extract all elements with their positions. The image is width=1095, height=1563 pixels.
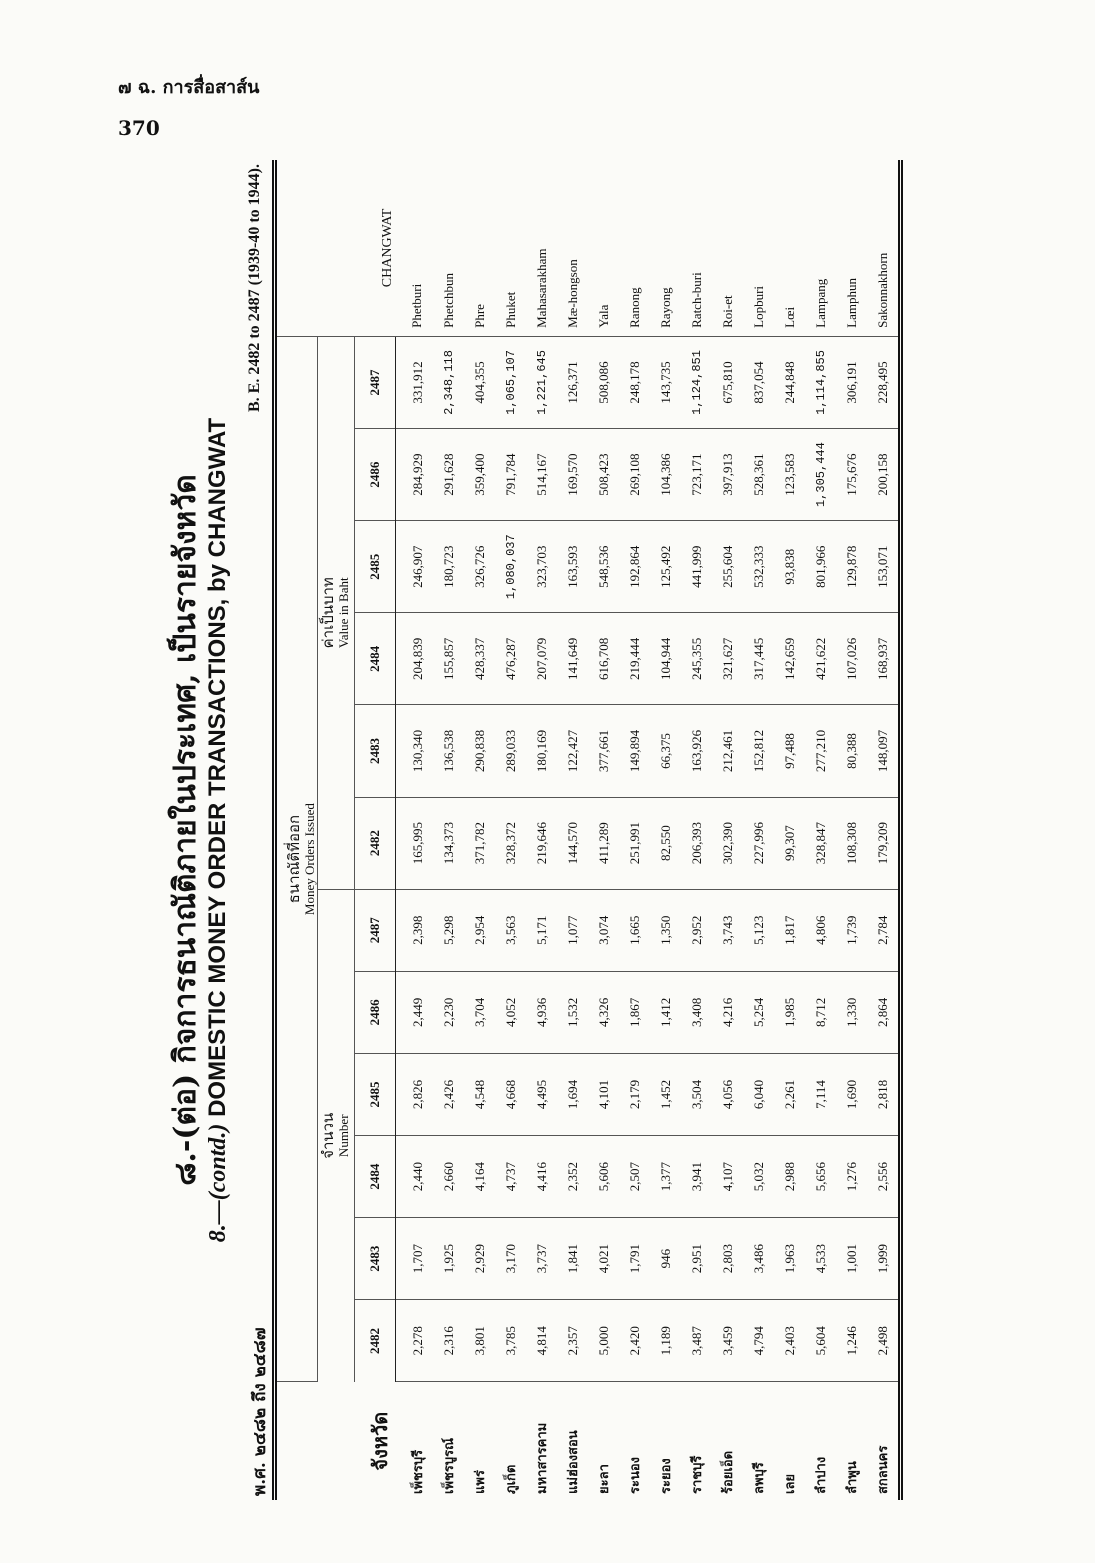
- number-cell: 4,737: [495, 1136, 526, 1218]
- value-cell: 397,913: [712, 429, 743, 521]
- province-name-english: Ranong: [619, 160, 650, 336]
- province-name-english: Lampang: [805, 160, 836, 336]
- number-cell: 5,298: [433, 889, 464, 971]
- year-header-num-2487: 2487: [355, 889, 396, 971]
- province-name-thai: แพร่: [473, 1470, 488, 1494]
- value-cell: 165,995: [396, 797, 434, 889]
- value-cell: 508,086: [588, 336, 619, 428]
- value-cell: 179,209: [867, 797, 901, 889]
- value-cell: 548,536: [588, 521, 619, 613]
- number-cell: 3,563: [495, 889, 526, 971]
- value-cell: 153,071: [867, 521, 901, 613]
- value-cell: 1,124,851: [681, 336, 712, 428]
- number-cell: 2,230: [433, 971, 464, 1053]
- province-name-thai: ลพบุรี: [752, 1462, 767, 1494]
- value-cell: 411,289: [588, 797, 619, 889]
- number-cell: 3,487: [681, 1300, 712, 1382]
- value-cell: 80,388: [836, 705, 867, 797]
- number-cell: 4,021: [588, 1218, 619, 1300]
- value-cell: 2,348,118: [433, 336, 464, 428]
- number-cell: 2,278: [396, 1300, 434, 1382]
- page-number: 370: [118, 116, 160, 140]
- province-name-thai: แม่ฮ่องสอน: [566, 1430, 581, 1494]
- number-cell: 2,498: [867, 1300, 901, 1382]
- year-header-val-2483: 2483: [355, 705, 396, 797]
- value-cell: 122,427: [557, 705, 588, 797]
- number-cell: 8,712: [805, 971, 836, 1053]
- number-cell: 4,052: [495, 971, 526, 1053]
- number-cell: 1,817: [774, 889, 805, 971]
- value-cell: 99,307: [774, 797, 805, 889]
- province-name-thai: เลย: [783, 1473, 798, 1494]
- value-cell: 107,026: [836, 613, 867, 705]
- value-cell: 326,726: [464, 521, 495, 613]
- year-header-num-2482: 2482: [355, 1300, 396, 1382]
- value-cell: 1,305,444: [805, 429, 836, 521]
- number-cell: 2,316: [433, 1300, 464, 1382]
- table-title-english: [204, 160, 232, 1500]
- number-cell: 4,326: [588, 971, 619, 1053]
- value-cell: 675,810: [712, 336, 743, 428]
- value-cell: 1,080,037: [495, 521, 526, 613]
- money-order-table: [272, 160, 903, 1500]
- province-name-thai: ราชบุรี: [690, 1455, 705, 1494]
- province-name-thai: ระยอง: [659, 1458, 674, 1494]
- number-cell: 1,077: [557, 889, 588, 971]
- number-cell: 2,398: [396, 889, 434, 971]
- value-cell: 331,912: [396, 336, 434, 428]
- number-cell: 4,936: [526, 971, 557, 1053]
- year-header-val-2485: 2485: [355, 521, 396, 613]
- number-cell: 2,403: [774, 1300, 805, 1382]
- province-name-english: Ratch-buri: [681, 160, 712, 336]
- group-label-thai: ธนาณัติที่ออก: [285, 814, 303, 904]
- year-header-num-2484: 2484: [355, 1136, 396, 1218]
- value-cell: 404,355: [464, 336, 495, 428]
- value-cell: 791,784: [495, 429, 526, 521]
- table-row: [743, 160, 774, 1500]
- number-cell: 1,707: [396, 1218, 434, 1300]
- number-cell: 2,951: [681, 1218, 712, 1300]
- value-cell: 277,210: [805, 705, 836, 797]
- province-name-thai: ลำปาง: [814, 1456, 829, 1494]
- number-cell: 2,426: [433, 1053, 464, 1135]
- year-header-val-2487: 2487: [355, 336, 396, 428]
- value-cell: 141,649: [557, 613, 588, 705]
- value-cell: 291,628: [433, 429, 464, 521]
- value-cell: 289,033: [495, 705, 526, 797]
- value-cell: 248,178: [619, 336, 650, 428]
- table-row: [619, 160, 650, 1500]
- province-name-english: Yala: [588, 160, 619, 336]
- province-name-thai: เพ็ชรบุรี: [410, 1449, 426, 1494]
- table-row: [805, 160, 836, 1500]
- value-cell: 328,847: [805, 797, 836, 889]
- number-cell: 3,941: [681, 1136, 712, 1218]
- value-cell: 192,864: [619, 521, 650, 613]
- number-cell: 3,743: [712, 889, 743, 971]
- number-cell: 2,988: [774, 1136, 805, 1218]
- value-cell: 328,372: [495, 797, 526, 889]
- number-cell: 5,032: [743, 1136, 774, 1218]
- year-header-val-2482: 2482: [355, 797, 396, 889]
- value-cell: 228,495: [867, 336, 901, 428]
- number-cell: 3,801: [464, 1300, 495, 1382]
- province-name-thai: เพ็ชรบูรณ์: [442, 1437, 457, 1494]
- table-row: [495, 160, 526, 1500]
- province-name-thai: ลำพูน: [845, 1461, 860, 1494]
- value-cell: 1,221,645: [526, 336, 557, 428]
- value-cell: 144,570: [557, 797, 588, 889]
- value-cell: 227,996: [743, 797, 774, 889]
- value-cell: 246,907: [396, 521, 434, 613]
- value-cell: 82,550: [650, 797, 681, 889]
- number-cell: 4,794: [743, 1300, 774, 1382]
- number-cell: 3,704: [464, 971, 495, 1053]
- value-cell: 244,848: [774, 336, 805, 428]
- value-cell: 142,659: [774, 613, 805, 705]
- number-cell: 2,556: [867, 1136, 901, 1218]
- value-cell: 269,108: [619, 429, 650, 521]
- province-name-english: Mahasarakham: [526, 160, 557, 336]
- value-cell: 359,400: [464, 429, 495, 521]
- province-name-thai: ยะลา: [597, 1464, 612, 1494]
- number-cell: 3,170: [495, 1218, 526, 1300]
- number-cell: 1,925: [433, 1218, 464, 1300]
- value-cell: 93,838: [774, 521, 805, 613]
- number-cell: 1,330: [836, 971, 867, 1053]
- subheader-number: [318, 889, 355, 1382]
- number-cell: 1,739: [836, 889, 867, 971]
- value-cell: 180,723: [433, 521, 464, 613]
- value-cell: 801,966: [805, 521, 836, 613]
- value-cell: 136,538: [433, 705, 464, 797]
- number-cell: 4,533: [805, 1218, 836, 1300]
- table-row: [396, 160, 434, 1500]
- year-header-val-2486: 2486: [355, 429, 396, 521]
- value-cell: 421,622: [805, 613, 836, 705]
- value-cell: 108,308: [836, 797, 867, 889]
- number-cell: 3,408: [681, 971, 712, 1053]
- value-cell: 532,333: [743, 521, 774, 613]
- province-name-english: Phuket: [495, 160, 526, 336]
- number-cell: 2,261: [774, 1053, 805, 1135]
- number-cell: 946: [650, 1218, 681, 1300]
- value-cell: 371,782: [464, 797, 495, 889]
- value-cell: 168,937: [867, 613, 901, 705]
- value-cell: 528,361: [743, 429, 774, 521]
- number-cell: 3,737: [526, 1218, 557, 1300]
- table-title-thai: ๘.-(ต่อ) กิจการธนาณัติภายในประเทศ, เป็นรายจังหวัด: [168, 474, 203, 1186]
- table-row: [867, 160, 901, 1500]
- number-cell: 2,952: [681, 889, 712, 971]
- number-cell: 1,452: [650, 1053, 681, 1135]
- number-cell: 2,440: [396, 1136, 434, 1218]
- province-name-english: Mæ-hongson: [557, 160, 588, 336]
- value-cell: 152,812: [743, 705, 774, 797]
- number-cell: 2,803: [712, 1218, 743, 1300]
- subheader-value-english: Value in Baht: [336, 577, 351, 649]
- value-cell: 204,839: [396, 613, 434, 705]
- value-cell: 212,461: [712, 705, 743, 797]
- value-cell: 206,393: [681, 797, 712, 889]
- value-cell: 149,894: [619, 705, 650, 797]
- province-name-thai: สกลนคร: [876, 1445, 891, 1494]
- number-cell: 1,690: [836, 1053, 867, 1135]
- year-header-val-2484: 2484: [355, 613, 396, 705]
- value-cell: 837,054: [743, 336, 774, 428]
- number-cell: 4,056: [712, 1053, 743, 1135]
- number-cell: 1,246: [836, 1300, 867, 1382]
- value-cell: 134,373: [433, 797, 464, 889]
- value-cell: 377,661: [588, 705, 619, 797]
- province-name-english: Lœi: [774, 160, 805, 336]
- number-cell: 2,784: [867, 889, 901, 971]
- value-cell: 163,593: [557, 521, 588, 613]
- table-row: [774, 160, 805, 1500]
- title-main: DOMESTIC MONEY ORDER TRANSACTIONS, by CHANGWAT: [204, 417, 231, 1124]
- value-cell: 143,735: [650, 336, 681, 428]
- value-cell: 126,371: [557, 336, 588, 428]
- number-cell: 5,604: [805, 1300, 836, 1382]
- number-cell: 3,074: [588, 889, 619, 971]
- period-thai: พ.ศ. ๒๔๘๒ ถึง ๒๔๘๗: [250, 1327, 270, 1496]
- number-cell: 2,357: [557, 1300, 588, 1382]
- table-row: [433, 160, 464, 1500]
- table-row: [836, 160, 867, 1500]
- table-row: [588, 160, 619, 1500]
- subheader-number-english: Number: [336, 1114, 351, 1158]
- number-cell: 3,504: [681, 1053, 712, 1135]
- number-cell: 2,826: [396, 1053, 434, 1135]
- number-cell: 6,040: [743, 1053, 774, 1135]
- number-cell: 1,665: [619, 889, 650, 971]
- province-name-thai: ภูเก็ต: [504, 1464, 519, 1494]
- number-cell: 1,791: [619, 1218, 650, 1300]
- number-cell: 2,660: [433, 1136, 464, 1218]
- value-cell: 441,999: [681, 521, 712, 613]
- period-english: B. E. 2482 to 2487 (1939-40 to 1944).: [246, 164, 263, 412]
- number-cell: 2,864: [867, 971, 901, 1053]
- number-cell: 5,254: [743, 971, 774, 1053]
- number-cell: 5,123: [743, 889, 774, 971]
- province-name-thai: ร้อยเอ็ด: [721, 1450, 736, 1494]
- value-cell: 175,676: [836, 429, 867, 521]
- table-row: [650, 160, 681, 1500]
- value-cell: 1,065,107: [495, 336, 526, 428]
- number-cell: 1,276: [836, 1136, 867, 1218]
- value-cell: 251,991: [619, 797, 650, 889]
- number-cell: 1,963: [774, 1218, 805, 1300]
- value-cell: 169,570: [557, 429, 588, 521]
- value-cell: 1,114,855: [805, 336, 836, 428]
- number-cell: 4,495: [526, 1053, 557, 1135]
- value-cell: 219,444: [619, 613, 650, 705]
- number-cell: 2,179: [619, 1053, 650, 1135]
- number-cell: 4,416: [526, 1136, 557, 1218]
- value-cell: 123,583: [774, 429, 805, 521]
- number-cell: 4,806: [805, 889, 836, 971]
- value-cell: 290,838: [464, 705, 495, 797]
- province-name-thai: มหาสารคาม: [535, 1422, 550, 1494]
- number-cell: 2,929: [464, 1218, 495, 1300]
- number-cell: 1,350: [650, 889, 681, 971]
- number-cell: 4,668: [495, 1053, 526, 1135]
- number-cell: 4,101: [588, 1053, 619, 1135]
- value-cell: 104,944: [650, 613, 681, 705]
- value-cell: 219,646: [526, 797, 557, 889]
- value-cell: 163,926: [681, 705, 712, 797]
- value-cell: 104,386: [650, 429, 681, 521]
- number-cell: 2,507: [619, 1136, 650, 1218]
- number-cell: 4,814: [526, 1300, 557, 1382]
- year-header-num-2483: 2483: [355, 1218, 396, 1300]
- number-cell: 1,867: [619, 971, 650, 1053]
- value-cell: 155,857: [433, 613, 464, 705]
- rotated-table-block: [160, 160, 980, 1500]
- number-cell: 5,000: [588, 1300, 619, 1382]
- value-cell: 508,423: [588, 429, 619, 521]
- number-cell: 1,985: [774, 971, 805, 1053]
- province-name-english: Phetchbun: [433, 160, 464, 336]
- table-row: [557, 160, 588, 1500]
- table-row: [526, 160, 557, 1500]
- group-header-money-orders-issued: [275, 336, 318, 1381]
- number-cell: 1,694: [557, 1053, 588, 1135]
- number-cell: 1,189: [650, 1300, 681, 1382]
- province-name-thai: ระนอง: [628, 1456, 643, 1494]
- year-header-num-2486: 2486: [355, 971, 396, 1053]
- table-row: [464, 160, 495, 1500]
- value-cell: 476,287: [495, 613, 526, 705]
- column-header-province-thai: จังหวัด: [367, 1411, 392, 1471]
- value-cell: 66,375: [650, 705, 681, 797]
- value-cell: 130,340: [396, 705, 434, 797]
- group-label-english: Money Orders Issued: [302, 803, 317, 916]
- value-cell: 125,492: [650, 521, 681, 613]
- value-cell: 321,627: [712, 613, 743, 705]
- number-cell: 5,171: [526, 889, 557, 971]
- year-header-num-2485: 2485: [355, 1053, 396, 1135]
- value-cell: 514,167: [526, 429, 557, 521]
- value-cell: 306,191: [836, 336, 867, 428]
- number-cell: 3,459: [712, 1300, 743, 1382]
- value-cell: 207,079: [526, 613, 557, 705]
- number-cell: 5,656: [805, 1136, 836, 1218]
- column-header-changwat: CHANGWAT: [275, 160, 396, 336]
- number-cell: 2,954: [464, 889, 495, 971]
- province-name-english: Rayong: [650, 160, 681, 336]
- value-cell: 302,390: [712, 797, 743, 889]
- number-cell: 2,420: [619, 1300, 650, 1382]
- value-cell: 317,445: [743, 613, 774, 705]
- value-cell: 129,878: [836, 521, 867, 613]
- number-cell: 7,114: [805, 1053, 836, 1135]
- value-cell: 428,337: [464, 613, 495, 705]
- number-cell: 4,216: [712, 971, 743, 1053]
- province-name-english: Roi-et: [712, 160, 743, 336]
- number-cell: 1,377: [650, 1136, 681, 1218]
- value-cell: 200,158: [867, 429, 901, 521]
- number-cell: 2,449: [396, 971, 434, 1053]
- province-name-english: Phetburi: [396, 160, 434, 336]
- number-cell: 1,841: [557, 1218, 588, 1300]
- table-row: [681, 160, 712, 1500]
- number-cell: 1,001: [836, 1218, 867, 1300]
- number-cell: 2,352: [557, 1136, 588, 1218]
- number-cell: 1,412: [650, 971, 681, 1053]
- value-cell: 323,703: [526, 521, 557, 613]
- title-prefix: 8.—(contd.): [205, 1123, 231, 1243]
- value-cell: 284,929: [396, 429, 434, 521]
- value-cell: 245,355: [681, 613, 712, 705]
- number-cell: 5,606: [588, 1136, 619, 1218]
- number-cell: 3,486: [743, 1218, 774, 1300]
- running-header: ๗ ฉ. การสื่อสาส์น: [118, 77, 260, 98]
- subheader-value-thai: ค่าเป็นบาท: [319, 577, 337, 649]
- value-cell: 723,171: [681, 429, 712, 521]
- table-row: [712, 160, 743, 1500]
- number-cell: 4,107: [712, 1136, 743, 1218]
- province-name-english: Lamphun: [836, 160, 867, 336]
- number-cell: 2,818: [867, 1053, 901, 1135]
- number-cell: 4,548: [464, 1053, 495, 1135]
- value-cell: 97,488: [774, 705, 805, 797]
- province-name-english: Lopburi: [743, 160, 774, 336]
- value-cell: 180,169: [526, 705, 557, 797]
- value-cell: 616,708: [588, 613, 619, 705]
- value-cell: 255,604: [712, 521, 743, 613]
- value-cell: 148,097: [867, 705, 901, 797]
- number-cell: 1,999: [867, 1218, 901, 1300]
- number-cell: 3,785: [495, 1300, 526, 1382]
- subheader-value: [318, 336, 355, 889]
- number-cell: 4,164: [464, 1136, 495, 1218]
- province-name-english: Phre: [464, 160, 495, 336]
- province-name-english: Sakonnakhorn: [867, 160, 901, 336]
- subheader-number-thai: จำนวน: [319, 1112, 337, 1159]
- number-cell: 1,532: [557, 971, 588, 1053]
